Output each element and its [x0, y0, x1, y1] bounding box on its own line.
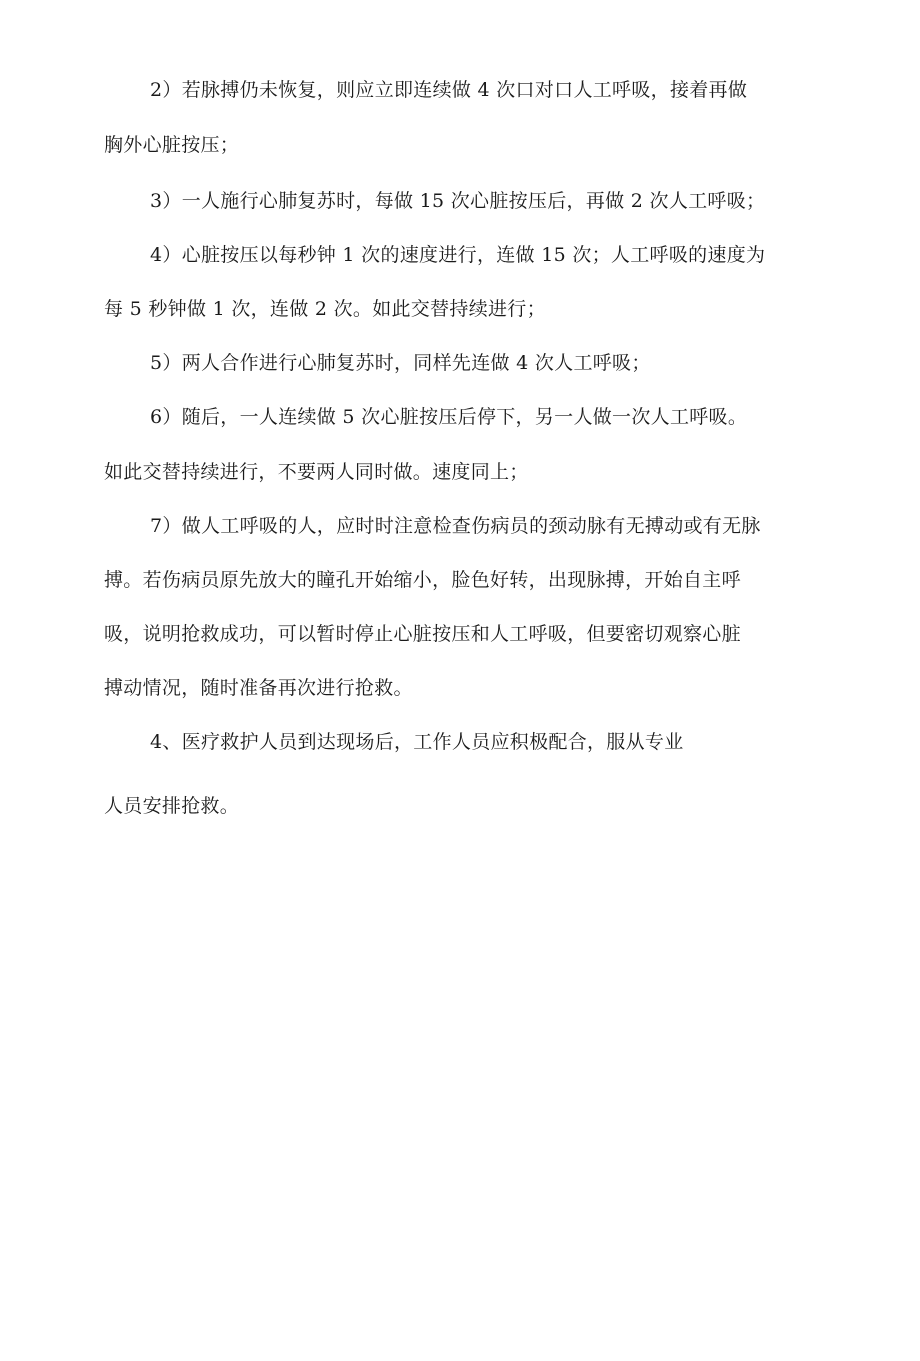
paragraph-line: 人员安排抢救。 — [104, 795, 240, 817]
paragraph-line: 搏。若伤病员原先放大的瞳孔开始缩小，脸色好转，出现脉搏，开始自主呼 — [104, 569, 741, 591]
paragraph-line: 4、医疗救护人员到达现场后，工作人员应积极配合，服从专业 — [150, 731, 684, 753]
paragraph-line: 4）心脏按压以每秒钟 1 次的速度进行，连做 15 次；人工呼吸的速度为 — [150, 244, 766, 266]
paragraph-line: 每 5 秒钟做 1 次，连做 2 次。如此交替持续进行； — [104, 298, 546, 320]
paragraph-line: 2）若脉搏仍未恢复，则应立即连续做 4 次口对口人工呼吸，接着再做 — [150, 79, 748, 101]
paragraph-line: 5）两人合作进行心肺复苏时，同样先连做 4 次人工呼吸； — [150, 352, 651, 374]
paragraph-line: 胸外心脏按压； — [104, 134, 240, 156]
paragraph-line: 如此交替持续进行，不要两人同时做。速度同上； — [104, 461, 529, 483]
paragraph-line: 搏动情况，随时准备再次进行抢救。 — [104, 677, 413, 699]
paragraph-line: 3）一人施行心肺复苏时，每做 15 次心脏按压后，再做 2 次人工呼吸； — [150, 190, 766, 212]
paragraph-line: 7）做人工呼吸的人，应时时注意检查伤病员的颈动脉有无搏动或有无脉 — [150, 515, 761, 537]
paragraph-line: 6）随后，一人连续做 5 次心脏按压后停下，另一人做一次人工呼吸。 — [150, 406, 748, 428]
paragraph-line: 吸，说明抢救成功，可以暂时停止心脏按压和人工呼吸，但要密切观察心脏 — [104, 623, 741, 645]
